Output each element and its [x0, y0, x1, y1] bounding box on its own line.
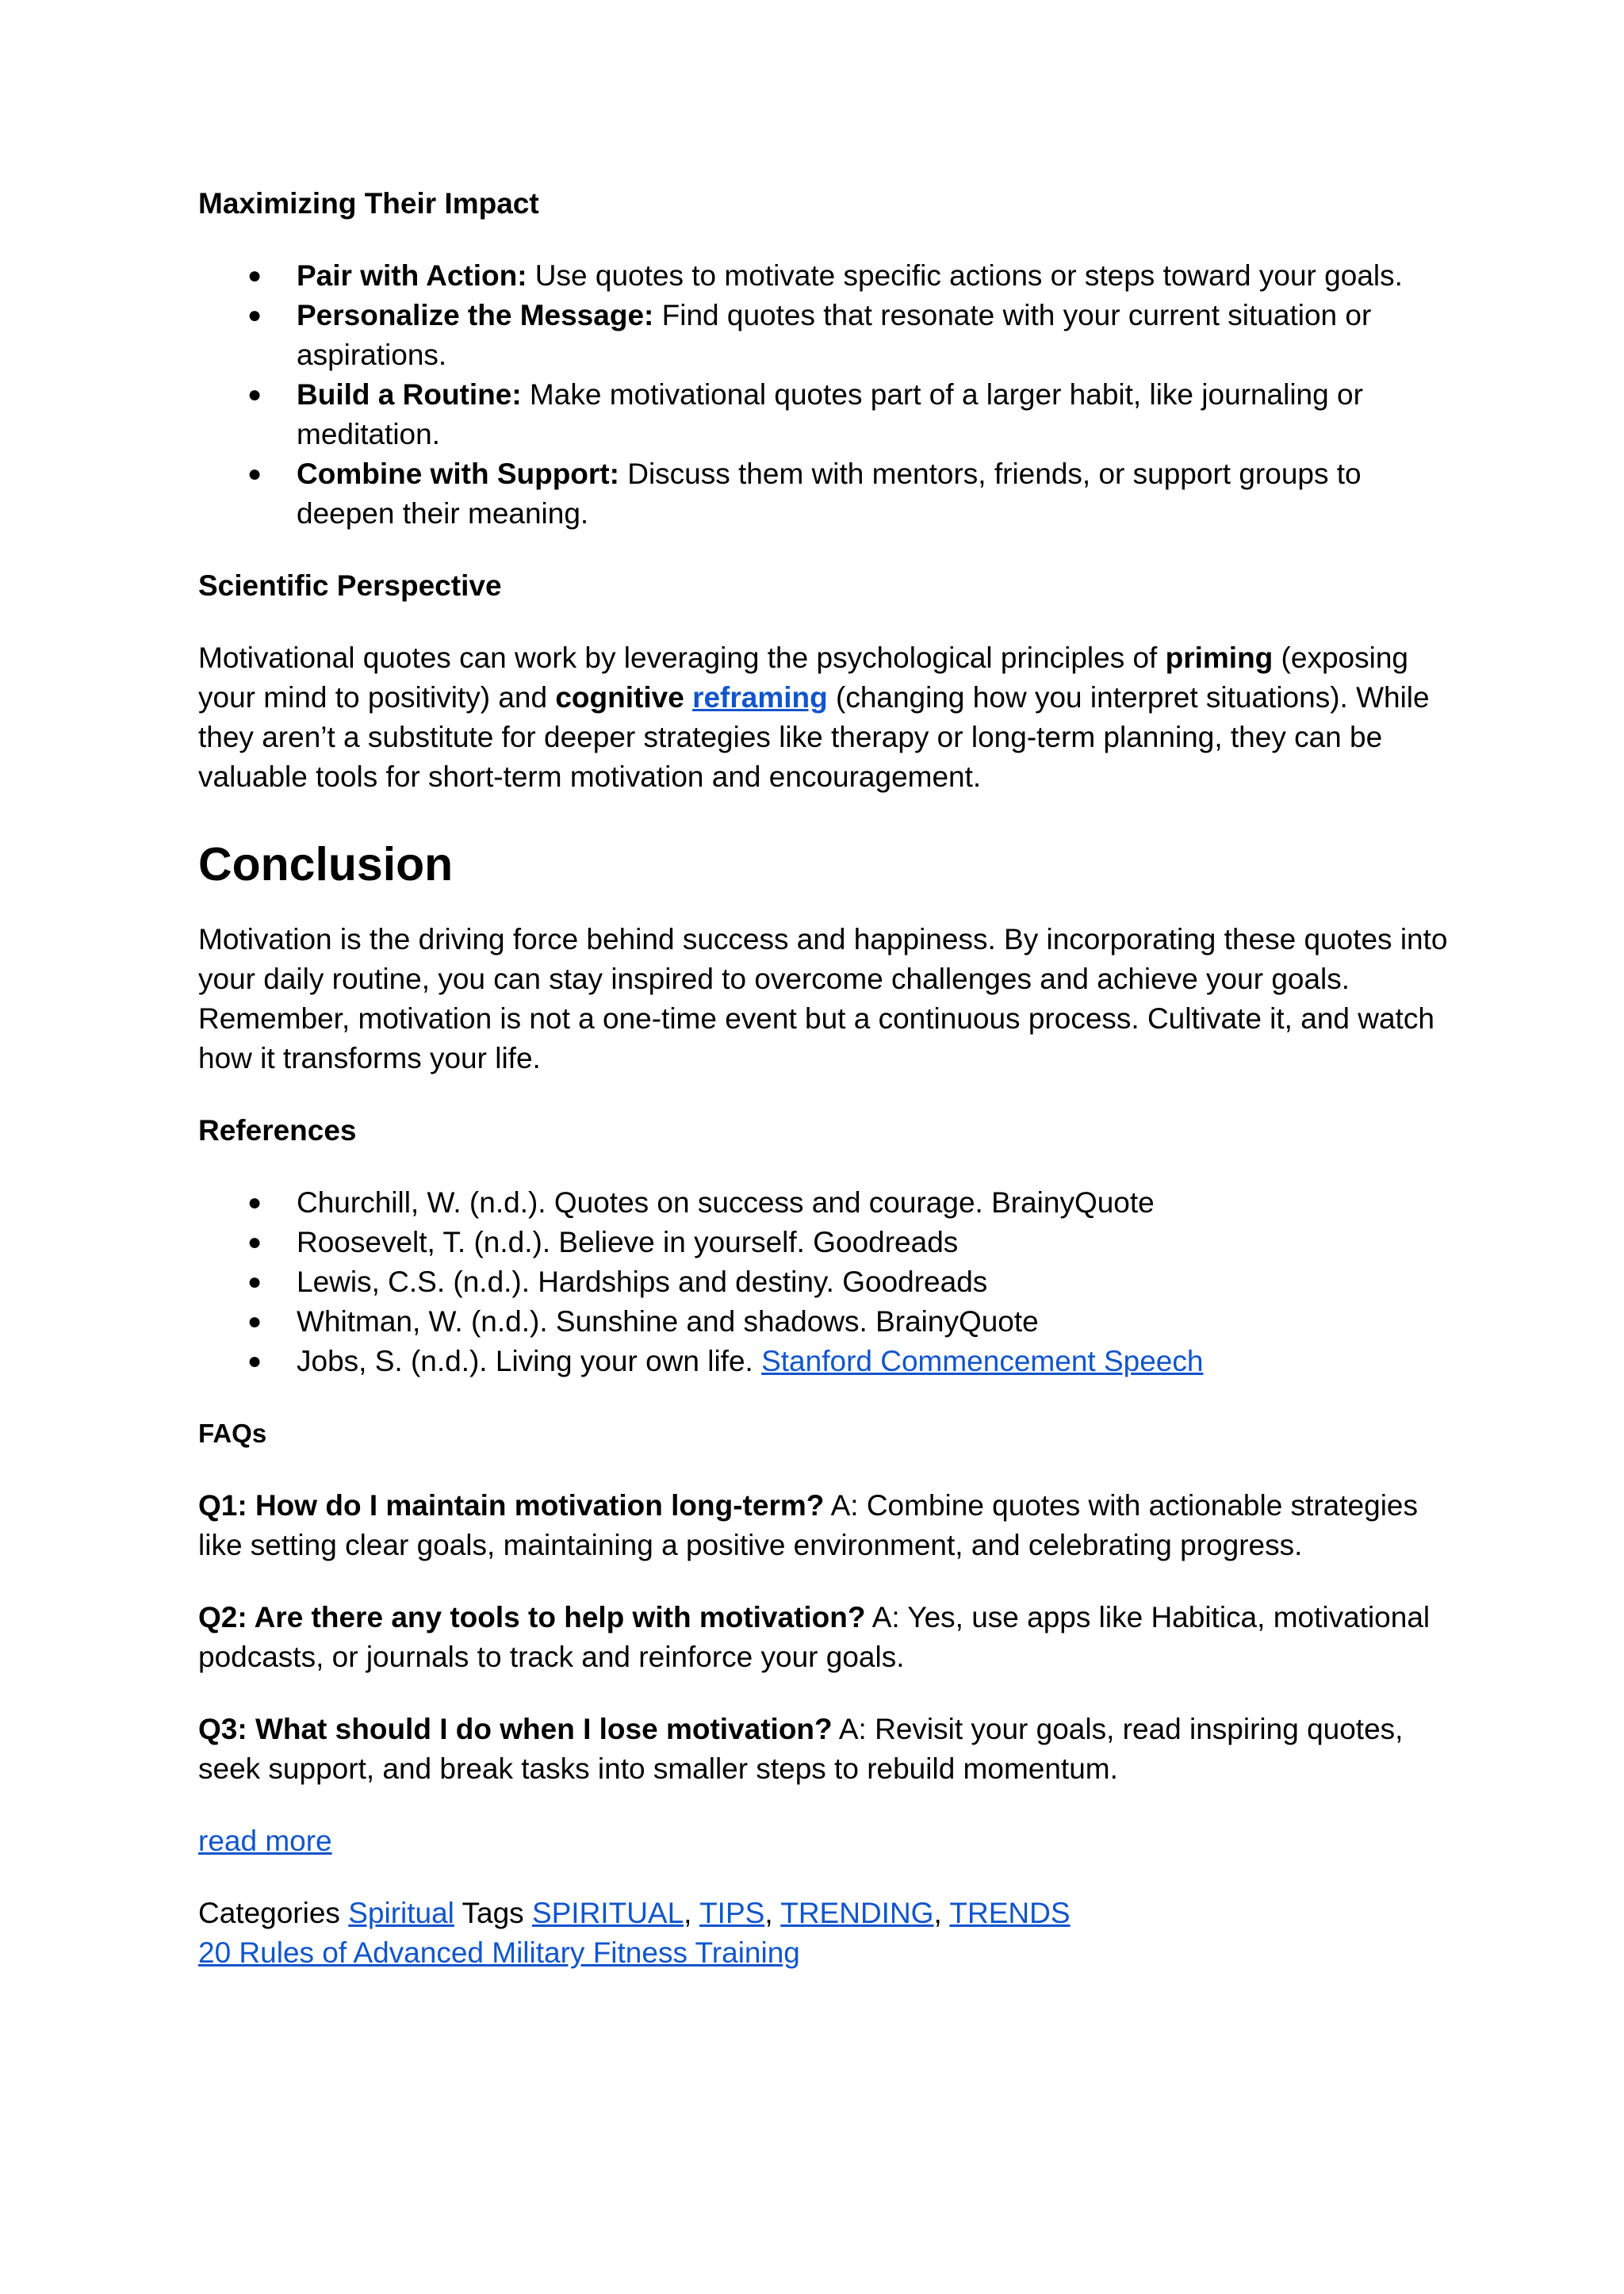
text-run: Motivational quotes can work by leveraging the psychological principles of — [198, 641, 1166, 674]
next-post-link[interactable]: 20 Rules of Advanced Military Fitness Training — [198, 1936, 800, 1969]
list-item — [198, 1342, 1451, 1381]
list-item — [198, 1223, 1451, 1262]
reference-text: Lewis, C.S. (n.d.). Hardships and destiny. Goodreads — [297, 1266, 988, 1298]
bold-term-cognitive: cognitive — [555, 681, 684, 714]
scientific-heading: Scientific Perspective — [198, 569, 502, 602]
conclusion-heading: Conclusion — [198, 838, 454, 890]
bullet-icon: ● — [247, 262, 262, 289]
item-text: Discuss them with mentors, friends, or support groups to deepen their meaning. — [297, 458, 1362, 530]
faq-question: Q2: Are there any tools to help with motivation? — [198, 1601, 866, 1633]
list-item — [198, 1302, 1451, 1342]
list-item — [198, 454, 1451, 534]
faq-item — [198, 1486, 1451, 1565]
bullet-icon: ● — [247, 1269, 262, 1295]
list-item — [198, 375, 1451, 454]
item-label: Build a Routine: — [297, 378, 522, 411]
bullet-icon: ● — [247, 381, 262, 408]
item-text: Find quotes that resonate with your current situation or aspirations. — [297, 299, 1372, 371]
tag-link-trends[interactable]: TRENDS — [949, 1897, 1071, 1929]
bullet-icon: ● — [247, 1308, 262, 1335]
reframing-link[interactable]: reframing — [692, 681, 828, 714]
scientific-paragraph — [198, 638, 1451, 797]
bold-term-priming: priming — [1165, 641, 1274, 674]
list-item — [198, 1183, 1451, 1223]
impact-list — [198, 256, 1451, 534]
bullet-icon: ● — [247, 461, 262, 487]
faq-answer: A: Combine quotes with actionable strategies like setting clear goals, maintaining a positive environment, and celebrating progress. — [198, 1489, 1418, 1561]
faq-item — [198, 1710, 1451, 1789]
category-link-spiritual[interactable]: Spiritual — [348, 1897, 454, 1929]
faq-item — [198, 1598, 1451, 1677]
bullet-icon: ● — [247, 1229, 262, 1255]
bullet-icon: ● — [247, 1348, 262, 1374]
categories-label: Categories — [198, 1897, 349, 1929]
text-run — [684, 681, 692, 714]
stanford-speech-link[interactable]: Stanford Commencement Speech — [761, 1345, 1204, 1377]
faq-question: Q3: What should I do when I lose motivation? — [198, 1713, 833, 1745]
bullet-icon: ● — [247, 1189, 262, 1216]
impact-heading: Maximizing Their Impact — [198, 187, 539, 220]
tag-separator: , — [764, 1897, 781, 1929]
next-post-line — [198, 1933, 1451, 1973]
read-more-link[interactable]: read more — [198, 1825, 332, 1857]
reference-text: Roosevelt, T. (n.d.). Believe in yourself. Goodreads — [297, 1226, 959, 1258]
tag-separator: , — [684, 1897, 700, 1929]
list-item — [198, 256, 1451, 296]
read-more-line — [198, 1821, 1451, 1861]
bullet-icon: ● — [247, 302, 262, 328]
references-heading: References — [198, 1114, 357, 1147]
text-run: (changing how you interpret situations). While they aren’t a substitute for deeper strategies like therapy or long-term planning, they can be valuable tools for short-term motivation and encouragement. — [198, 681, 1430, 793]
text-run: (exposing your mind to positivity) and — [198, 641, 1408, 714]
conclusion-paragraph: Motivation is the driving force behind success and happiness. By incorporating these quotes into your daily routine, you can stay inspired to overcome challenges and achieve your goals. Remember, motivation is not a one-time event but a continuous process. Cultivate it, and watch how it transforms your life. — [198, 923, 1448, 1074]
item-text: Make motivational quotes part of a larger habit, like journaling or meditation. — [297, 378, 1363, 450]
reference-text: Whitman, W. (n.d.). Sunshine and shadows. BrainyQuote — [297, 1305, 1039, 1338]
references-list — [198, 1183, 1451, 1381]
item-label: Combine with Support: — [297, 458, 619, 490]
list-item — [198, 296, 1451, 375]
faq-question: Q1: How do I maintain motivation long-term? — [198, 1489, 825, 1522]
tag-link-trending[interactable]: TRENDING — [780, 1897, 934, 1929]
list-item — [198, 1262, 1451, 1302]
tag-link-spiritual[interactable]: SPIRITUAL — [531, 1897, 684, 1929]
faq-answer: A: Yes, use apps like Habitica, motivational podcasts, or journals to track and reinforce your goals. — [198, 1601, 1431, 1673]
tags-label: Tags — [454, 1897, 532, 1929]
item-label: Pair with Action: — [297, 259, 527, 292]
tag-link-tips[interactable]: TIPS — [699, 1897, 765, 1929]
faqs-heading: FAQs — [198, 1419, 267, 1448]
reference-text: Jobs, S. (n.d.). Living your own life. — [297, 1345, 762, 1377]
item-text: Use quotes to motivate specific actions or steps toward your goals. — [527, 259, 1403, 292]
reference-text: Churchill, W. (n.d.). Quotes on success and courage. BrainyQuote — [297, 1186, 1155, 1219]
tag-separator: , — [933, 1897, 950, 1929]
faq-answer: A: Revisit your goals, read inspiring quotes, seek support, and break tasks into smaller steps to rebuild momentum. — [198, 1713, 1404, 1785]
categories-tags-line — [198, 1894, 1451, 1933]
item-label: Personalize the Message: — [297, 299, 654, 331]
document-page — [198, 184, 1451, 1973]
